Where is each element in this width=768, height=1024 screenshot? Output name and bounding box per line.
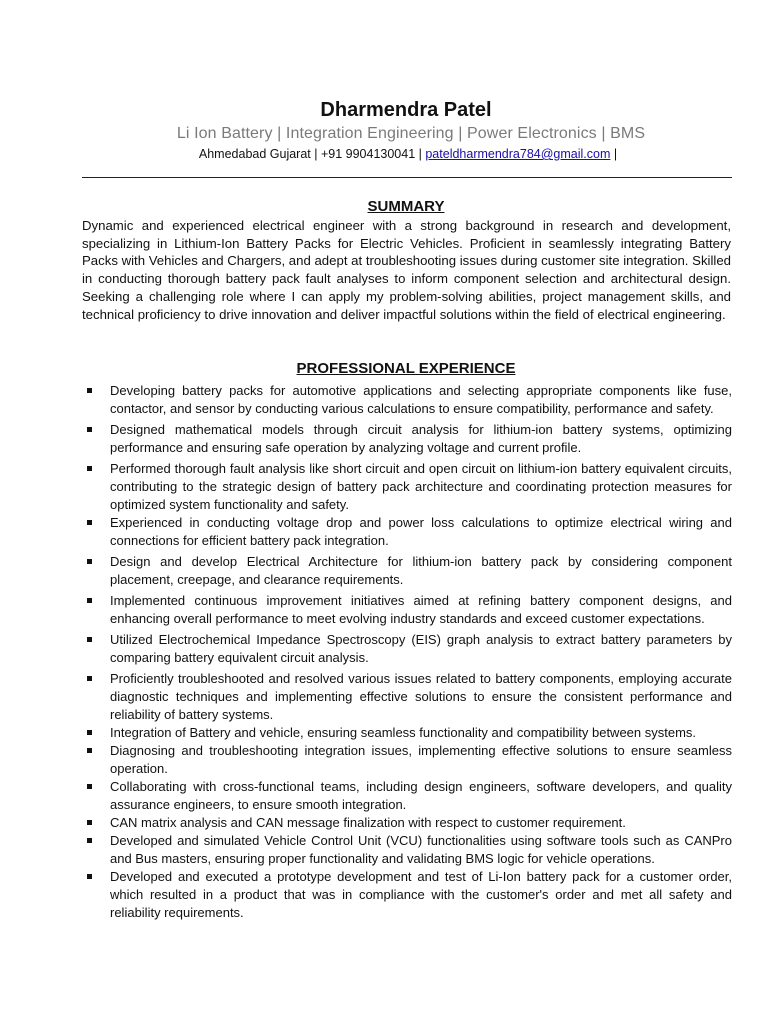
experience-item-text: Utilized Electrochemical Impedance Spectroscopy (EIS) graph analysis to extract battery parameters by comparing battery equivalent circuit analysis.	[110, 632, 732, 665]
contact-separator: |	[610, 147, 618, 161]
experience-item-text: Design and develop Electrical Architecture for lithium-ion battery pack by considering component placement, creepage, and clearance requirements.	[110, 554, 732, 587]
experience-item	[82, 832, 732, 868]
experience-item-text: Developing battery packs for automotive applications and selecting appropriate components like fuse, contactor, and sensor by conducting various calculations to ensure compatibility, performance and safety.	[110, 383, 732, 416]
experience-item-text: Collaborating with cross-functional teams, including design engineers, software developers, and quality assurance engineers, to ensure smooth integration.	[110, 779, 732, 812]
experience-item	[82, 382, 732, 418]
experience-item-text: Diagnosing and troubleshooting integration issues, implementing effective solutions to ensure seamless operation.	[110, 743, 732, 776]
experience-heading: PROFESSIONAL EXPERIENCE	[296, 360, 516, 377]
professional-tagline: Li Ion Battery | Integration Engineering | Power Electronics | BMS	[176, 125, 646, 142]
experience-item-text: CAN matrix analysis and CAN message finalization with respect to customer requirement.	[110, 815, 626, 830]
bullet-icon	[87, 874, 92, 879]
bullet-icon	[87, 466, 92, 471]
bullet-icon	[87, 676, 92, 681]
bullet-icon	[87, 520, 92, 525]
experience-item	[82, 460, 732, 514]
experience-item-text: Proficiently troubleshooted and resolved various issues related to battery components, employing accurate diagnostic techniques and implementing effective solutions to ensure the consistent performance and reliability of battery systems.	[110, 671, 732, 722]
experience-item	[82, 742, 732, 778]
bullet-icon	[87, 427, 92, 432]
experience-item-text: Integration of Battery and vehicle, ensuring seamless functionality and compatibility between systems.	[110, 725, 697, 740]
bullet-icon	[87, 730, 92, 735]
experience-item	[82, 421, 732, 457]
bullet-icon	[87, 820, 92, 825]
experience-item	[82, 514, 732, 550]
email-link[interactable]: pateldharmendra784@gmail.com	[425, 147, 611, 161]
summary-paragraph: Dynamic and experienced electrical engineer with a strong background in research and development, specializing in Lithium-Ion Battery Packs for Electric Vehicles. Proficient in seamlessly integrating Battery Packs with Vehicles and Chargers, and adept at troubleshooting issues during customer site integration. Skilled in conducting thorough battery pack fault analyses to inform component selection and architectural design. Seeking a challenging role where I can apply my problem-solving abilities, project management skills, and technical proficiency to drive innovation and deliver impactful solutions within the field of electrical engineering.	[82, 218, 731, 322]
experience-item	[82, 553, 732, 589]
experience-item-text: Developed and executed a prototype development and test of Li-Ion battery pack for a customer order, which resulted in a product that was in compliance with the customer's order and met all safety and reliability requirements.	[110, 869, 732, 920]
bullet-icon	[87, 598, 92, 603]
experience-item-text: Implemented continuous improvement initiatives aimed at refining battery component designs, and enhancing overall performance to meet evolving industry standards and exceed customer expectations.	[110, 593, 732, 626]
experience-item-text: Developed and simulated Vehicle Control Unit (VCU) functionalities using software tools such as CANPro and Bus masters, ensuring proper functionality and validating BMS logic for vehicle operations.	[110, 833, 732, 866]
bullet-icon	[87, 784, 92, 789]
experience-item-text: Experienced in conducting voltage drop and power loss calculations to optimize electrical wiring and connections for efficient battery pack integration.	[110, 515, 732, 548]
experience-item	[82, 814, 732, 832]
bullet-icon	[87, 748, 92, 753]
bullet-icon	[87, 637, 92, 642]
bullet-icon	[87, 388, 92, 393]
experience-item	[82, 592, 732, 628]
experience-item-text: Performed thorough fault analysis like short circuit and open circuit on lithium-ion battery equivalent circuits, contributing to the strategic design of battery pack architecture and coordinating protection measures for optimized system functionality and safety.	[110, 461, 732, 512]
experience-item	[82, 724, 732, 742]
header-divider	[82, 177, 732, 178]
location-phone: Ahmedabad Gujarat | +91 9904130041 |	[198, 147, 426, 161]
experience-item	[82, 868, 732, 922]
bullet-icon	[87, 559, 92, 564]
experience-list	[82, 382, 732, 922]
experience-item-text: Designed mathematical models through circuit analysis for lithium-ion battery systems, optimizing performance and ensuring safe operation by analyzing voltage and current profile.	[110, 422, 732, 455]
bullet-icon	[87, 838, 92, 843]
experience-item	[82, 631, 732, 667]
summary-heading: SUMMARY	[367, 198, 445, 215]
experience-item	[82, 778, 732, 814]
candidate-name: Dharmendra Patel	[320, 99, 492, 121]
contact-line	[0, 147, 768, 161]
experience-item	[82, 670, 732, 724]
